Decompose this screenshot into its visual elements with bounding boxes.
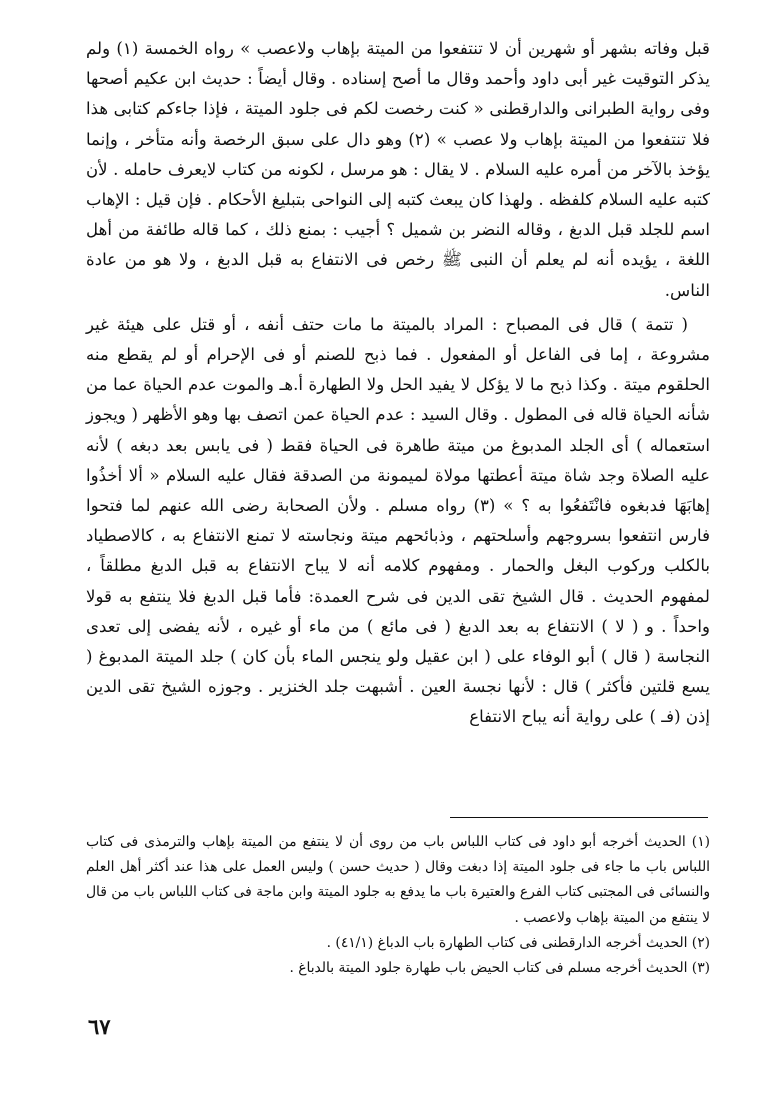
footnotes xyxy=(86,830,710,981)
page-number: ٦٧ xyxy=(88,1014,111,1039)
main-text xyxy=(86,34,710,733)
footnote-separator xyxy=(450,817,708,818)
paragraph-2-tatimma: ( تتمة ) قال فى المصباح : المراد بالميتة ما مات حتف أنفه ، أو قتل على هيئة غير مشروعة ، إما فى الفاعل أو المفعول . فما ذبح للصنم أو فى الإحرام أو لم يقطع منه الحلقوم ميتة . وكذا ذبح ما لا يؤكل لا يفيد الحل ولا الطهارة أ.هـ والموت عدم الحياة عما من شأنه الحياة قاله فى المطول . وقال السيد : عدم الحياة عمن اتصف بها وهو الأظهر ( ويجوز استعماله ) أى الجلد المدبوغ من ميتة طاهرة فى الحياة فقط ( فى يابس بعد دبغه ) لأنه عليه الصلاة وجد شاة ميتة أعطتها مولاة لميمونة من الصدقة فقال عليه السلام « ألا أخذُوا إهابَهَا فدبغوه فانْتَفعُوا به ؟ » (٣) رواه مسلم . ولأن الصحابة رضى الله عنهم لما فتحوا فارس انتفعوا بسروجهم وأسلحتهم ، وذبائحهم ميتة ونجاسته لا تمنع الانتفاع به ، كالاصطياد بالكلب وركوب البغل والحمار . ومفهوم كلامه أنه لا يباح الانتفاع به قبل الدبغ مطلقاً ، لمفهوم الحديث . قال الشيخ تقى الدين فى شرح العمدة: فأما قبل الدبغ فلا ينتفع به قولا واحداً . و ( لا ) الانتفاع به بعد الدبغ ( فى مائع ) من ماء أو غيره ، لأنه يفضى إلى تعدى النجاسة ( قال ) أبو الوفاء على ( ابن عقيل ولو ينجس الماء بأن كان ) جلد الميتة المدبوغ ( يسع قلتين فأكثر ) قال : لأنها نجسة العين . أشبهت جلد الخنزير . وجوزه الشيخ تقى الدين إذن (فـ ) على رواية أنه يباح الانتفاع xyxy=(86,314,710,727)
footnote-3: (٣) الحديث أخرجه مسلم فى كتاب الحيض باب طهارة جلود الميتة بالدباغ . xyxy=(289,960,710,977)
footnote-2: (٢) الحديث أخرجه الدارقطنى فى كتاب الطهارة باب الدباغ (٤١/١) . xyxy=(326,934,710,951)
footnote-1: (١) الحديث أخرجه أبو داود فى كتاب اللباس باب من روى أن لا ينتفع من الميتة بإهاب والترمذى فى كتاب اللباس باب ما جاء فى جلود الميتة إذا دبغت وقال ( حديث حسن ) وليس العمل على هذا عند أكثر أهل العلم والنسائى فى المجتبى كتاب الفرع والعتيرة باب ما يدفع به جلود الميتة وابن ماجة فى كتاب اللباس باب من قال لا ينتفع من الميتة بإهاب ولاعصب . xyxy=(86,834,710,926)
paragraph-1: قبل وفاته بشهر أو شهرين أن لا تنتفعوا من الميتة بإهاب ولاعصب » رواه الخمسة (١) ولم يذكر التوقيت غير أبى داود وأحمد وقال ما أصح إسناده . وقال أيضاً : حديث ابن عكيم أصحها وفى رواية الطبرانى والدارقطنى « كنت رخصت لكم فى جلود الميتة ، فإذا جاءكم كتابى هذا فلا تنتفعوا من الميتة بإهاب ولا عصب » (٢) وهو دال على سبق الرخصة وأنه متأخر ، وإنما يؤخذ بالآخر من أمره عليه السلام . لا يقال : هو مرسل ، لكونه من كتاب لايعرف حامله . لأن كتبه عليه السلام كلفظه . ولهذا كان يبعث كتبه إلى النواحى بتبليغ الأحكام . فإن قيل : الإهاب اسم للجلد قبل الدبغ ، وقاله النضر بن شميل ؟ أجيب : بمنع ذلك ، كما قاله طائفة من أهل اللغة ، يؤيده أنه لم يعلم أن النبى ﷺ رخص فى الانتفاع به قبل الدبغ ، ولا هو من عادة الناس. xyxy=(86,39,710,300)
